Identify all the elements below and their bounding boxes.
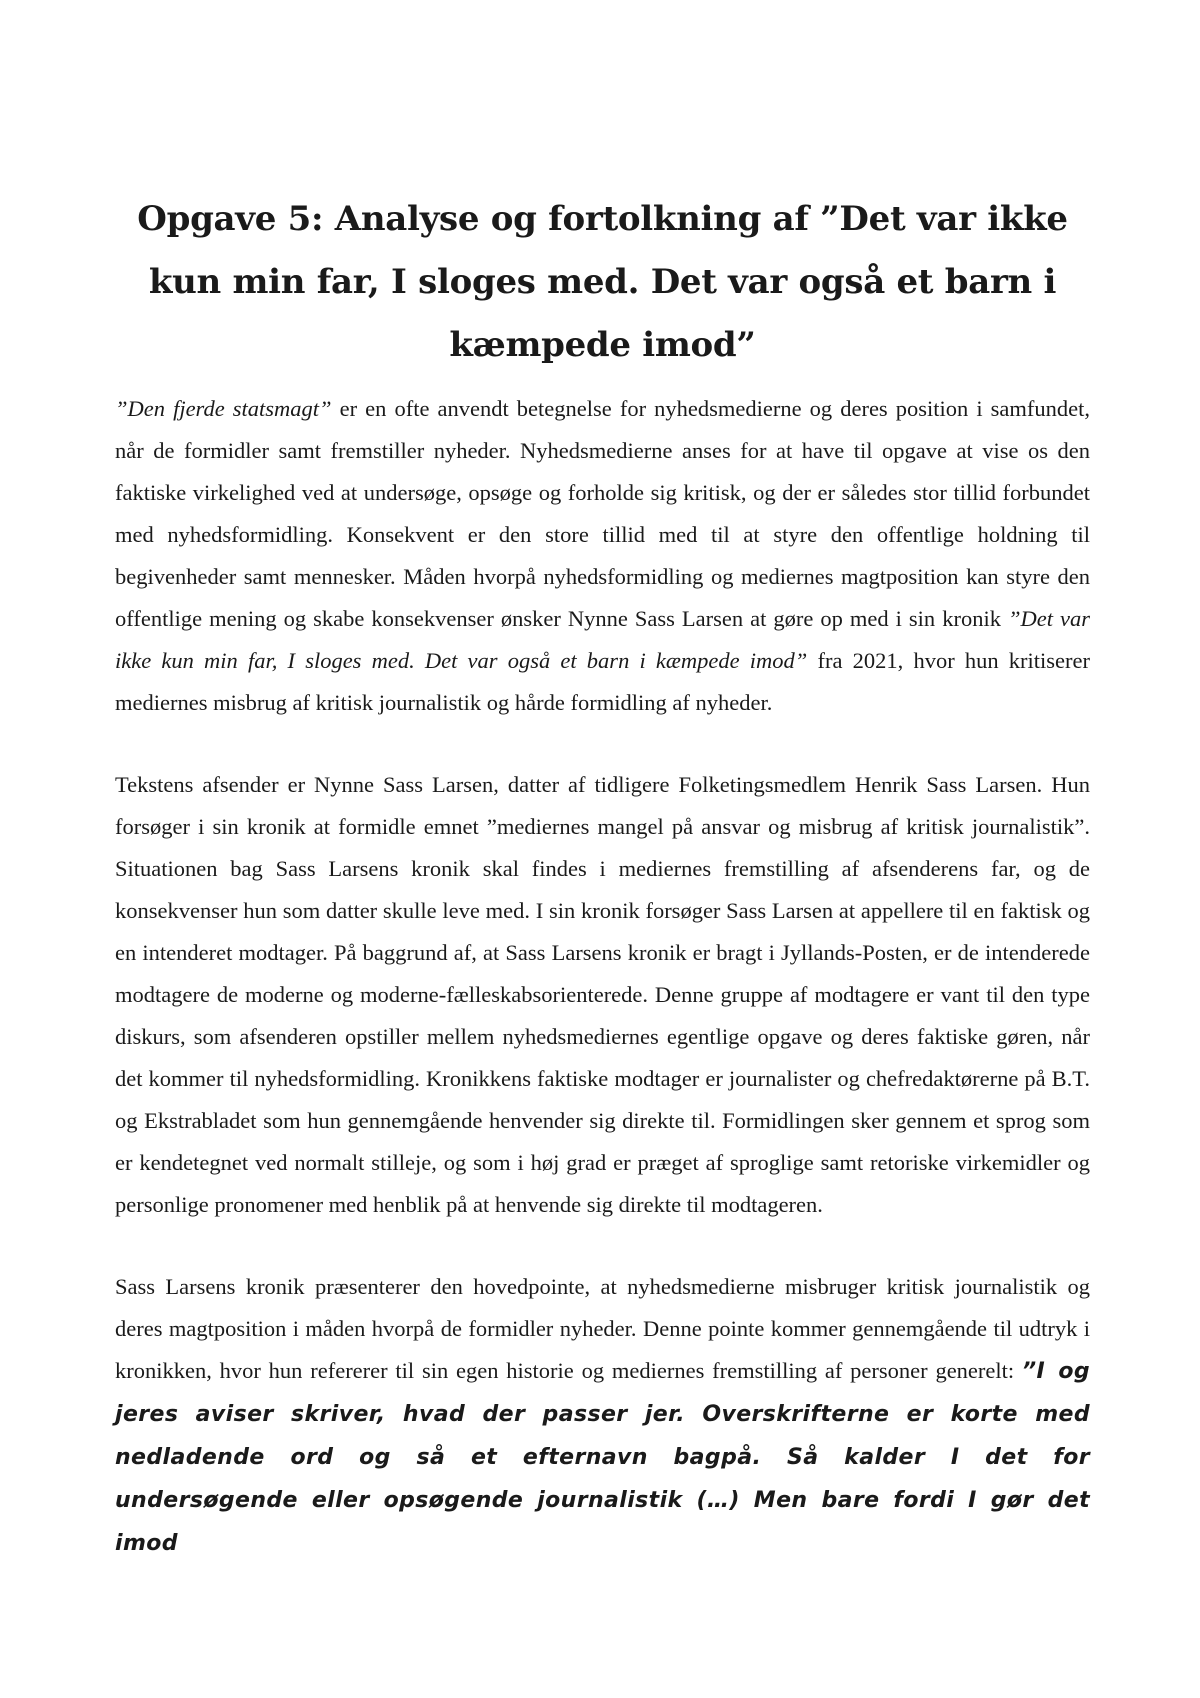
paragraph-intro [115, 388, 1090, 724]
document-title: Opgave 5: Analyse og fortolkning af ”Det var ikke kun min far, I sloges med. Det var også et barn i kæmpede imod” [137, 199, 1068, 365]
document-page [115, 188, 1090, 1605]
intro-title-italic: ”Det var ikke kun min far, I sloges med. Det var også et barn i kæmpede imod” [115, 606, 1090, 673]
main-point-quote: ”I og jeres aviser skriver, hvad der passer jer. Overskrifterne er korte med nedladende ord og så et efternavn bagpå. Så kalder I det for undersøgende eller opsøgende journalistik (…) Men bare fordi I gør det imod [115, 1359, 1090, 1556]
paragraph-sender: Tekstens afsender er Nynne Sass Larsen, datter af tidligere Folketingsmedlem Henrik Sass Larsen. Hun forsøger i sin kronik at formidle emnet ”mediernes mangel på ansvar og misbrug af kritisk journalistik”. Situationen bag Sass Larsens kronik skal findes i mediernes fremstilling af afsenderens far, og de konsekvenser hun som datter skulle leve med. I sin kronik forsøger Sass Larsen at appellere til en faktisk og en intenderet modtager. På baggrund af, at Sass Larsens kronik er bragt i Jyllands-Posten, er de intenderede modtagere de moderne og moderne-fælleskabsorienterede. Denne gruppe af modtagere er vant til den type diskurs, som afsenderen opstiller mellem nyhedsmediernes egentlige opgave og deres faktiske gøren, når det kommer til nyhedsformidling. Kronikkens faktiske modtager er journalister og chefredaktørerne på B.T. og Ekstrabladet som hun gennemgående henvender sig direkte til. Formidlingen sker gennem et sprog som er kendetegnet ved normalt stilleje, og som i høj grad er præget af sproglige samt retoriske virkemidler og personlige pronomener med henblik på at henvende sig direkte til modtageren. [115, 772, 1090, 1217]
main-point-text: Sass Larsens kronik præsenterer den hovedpointe, at nyhedsmedierne misbruger kritisk journalistik og deres magtposition i måden hvorpå de formidler nyheder. Denne pointe kommer gennemgående til udtryk i kronikken, hvor hun refererer til sin egen historie og mediernes fremstilling af personer generelt: [115, 1274, 1090, 1383]
intro-text-b: fra 2021, hvor hun kritiserer mediernes misbrug af kritisk journalistik og hårde formidling af nyheder. [115, 648, 1090, 715]
paragraph-main-point [115, 1266, 1090, 1565]
intro-lead-italic: ”Den fjerde statsmagt” [115, 396, 332, 421]
intro-text-a: er en ofte anvendt betegnelse for nyhedsmedierne og deres position i samfundet, når de formidler samt fremstiller nyheder. Nyhedsmedierne anses for at have til opgave at vise os den faktiske virkelighed ved at undersøge, opsøge og forholde sig kritisk, og der er således stor tillid forbundet med nyhedsformidling. Konsekvent er den store tillid med til at styre den offentlige holdning til begivenheder samt mennesker. Måden hvorpå nyhedsformidling og mediernes magtposition kan styre den offentlige mening og skabe konsekvenser ønsker Nynne Sass Larsen at gøre op med i sin kronik [115, 396, 1090, 631]
